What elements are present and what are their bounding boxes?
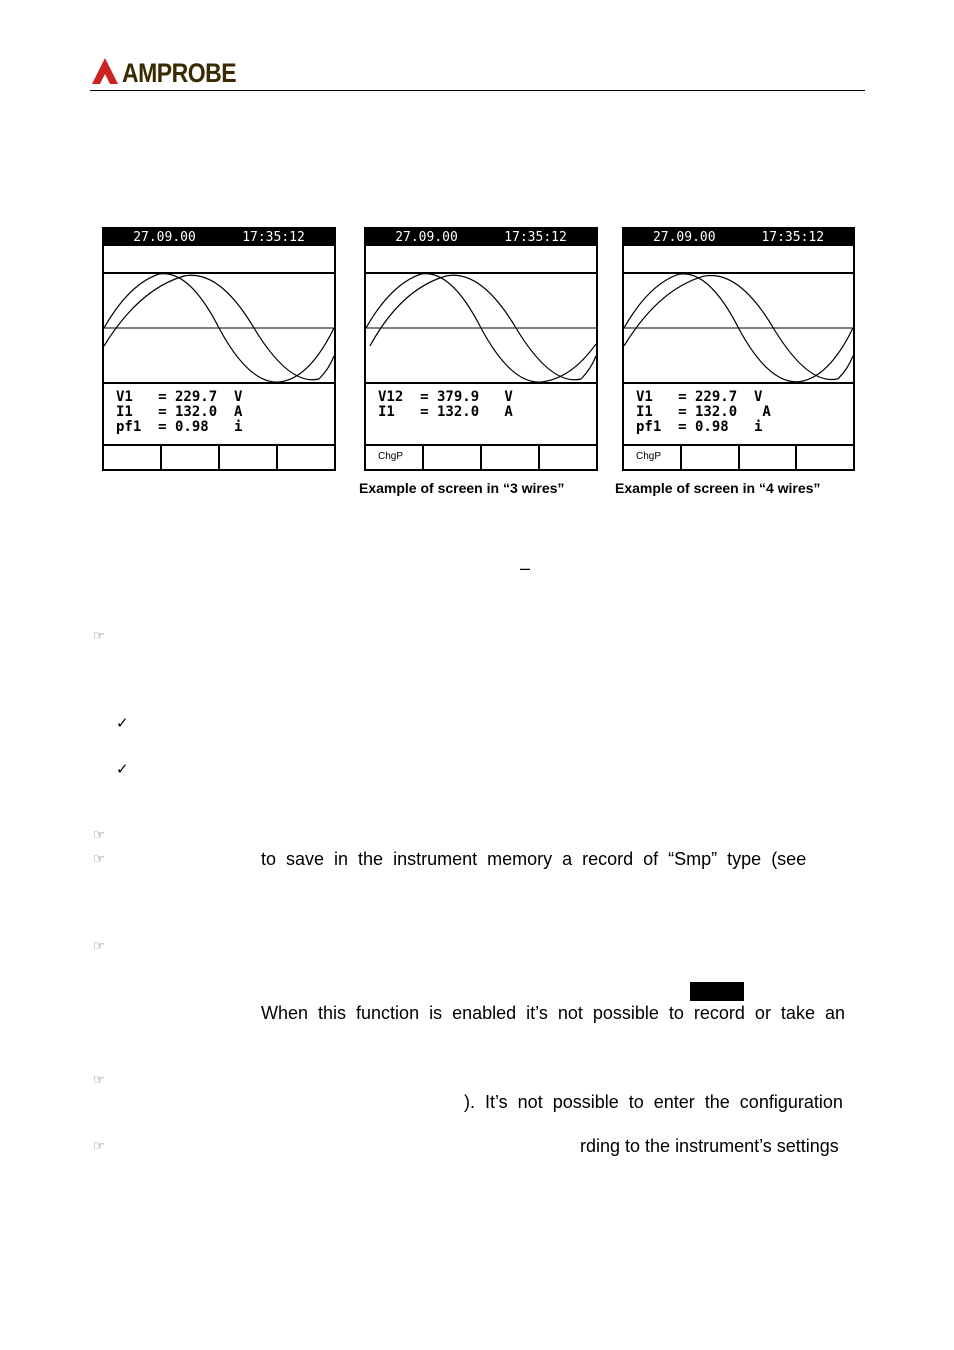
lcd-values [116, 390, 242, 435]
lcd-time: 17:35:12 [761, 230, 825, 245]
check-icon: ✓ [116, 761, 129, 778]
lcd-title-area [104, 246, 334, 274]
softkey-1[interactable] [104, 446, 162, 469]
lcd-date: 27.09.00 [395, 230, 458, 245]
check-icon: ✓ [116, 715, 129, 732]
text-smp-record: to save in the instrument memory a record of “Smp” type (see [261, 849, 807, 869]
softkey-chgp[interactable]: ChgP [366, 446, 424, 469]
lcd-date: 27.09.00 [133, 230, 196, 245]
lcd-screen-1 [102, 227, 336, 471]
lcd-value-line: I1 = 132.0 A [636, 404, 771, 420]
lcd-value-line: I1 = 132.0 A [116, 404, 243, 420]
lcd-values [636, 390, 771, 435]
lcd-date: 27.09.00 [652, 230, 716, 245]
text-settings: rding to the instrument’s settings [580, 1136, 839, 1156]
softkey-4[interactable] [797, 446, 853, 469]
lcd-softkeys [624, 444, 853, 469]
lcd-time: 17:35:12 [504, 230, 567, 245]
header-rule [90, 90, 865, 91]
softkey-chgp[interactable]: ChgP [624, 446, 682, 469]
waveform-plot [104, 274, 334, 384]
lcd-value-line: I1 = 132.0 A [378, 404, 513, 420]
hand-pointer-icon: ☞ [93, 827, 105, 842]
text-function-enabled: When this function is enabled it’s not possible to record or take an [261, 1003, 845, 1023]
softkey-3[interactable] [220, 446, 278, 469]
lcd-title-area [366, 246, 596, 274]
lcd-softkeys [366, 444, 596, 469]
softkey-4[interactable] [540, 446, 596, 469]
hand-pointer-icon: ☞ [93, 1072, 105, 1087]
lcd-value-line: pf1 = 0.98 i [636, 419, 763, 435]
lcd-value-line: V1 = 229.7 V [636, 389, 763, 405]
lcd-status-bar [366, 229, 596, 246]
lcd-value-line: pf1 = 0.98 i [116, 419, 243, 435]
hand-pointer-icon: ☞ [93, 1138, 105, 1153]
hand-pointer-icon: ☞ [93, 938, 105, 953]
softkey-2[interactable] [162, 446, 220, 469]
lcd-value-line: V1 = 229.7 V [116, 389, 243, 405]
lcd-status-bar [104, 229, 334, 246]
dash: – [520, 558, 531, 578]
lcd-values [378, 390, 513, 420]
lcd-screen-3 [622, 227, 855, 471]
highlight-box [690, 982, 744, 1001]
waveform-plot [624, 274, 853, 384]
text-configuration: ). It’s not possible to enter the configuration [464, 1092, 843, 1112]
hand-pointer-icon: ☞ [93, 628, 105, 643]
caption-3-wires: Example of screen in “3 wires” [359, 480, 565, 496]
softkey-2[interactable] [424, 446, 482, 469]
lcd-title-area [624, 246, 853, 274]
lcd-time: 17:35:12 [242, 230, 305, 245]
lcd-value-line: V12 = 379.9 V [378, 389, 513, 405]
softkey-3[interactable] [482, 446, 540, 469]
lcd-status-bar [624, 229, 853, 246]
softkey-4[interactable] [278, 446, 334, 469]
hand-pointer-icon: ☞ [93, 851, 105, 866]
softkey-2[interactable] [682, 446, 740, 469]
caption-4-wires: Example of screen in “4 wires” [615, 480, 821, 496]
lcd-screen-2 [364, 227, 598, 471]
brand-name: AMPROBE [122, 58, 237, 88]
softkey-3[interactable] [740, 446, 798, 469]
waveform-plot [366, 274, 596, 384]
lcd-softkeys [104, 444, 334, 469]
